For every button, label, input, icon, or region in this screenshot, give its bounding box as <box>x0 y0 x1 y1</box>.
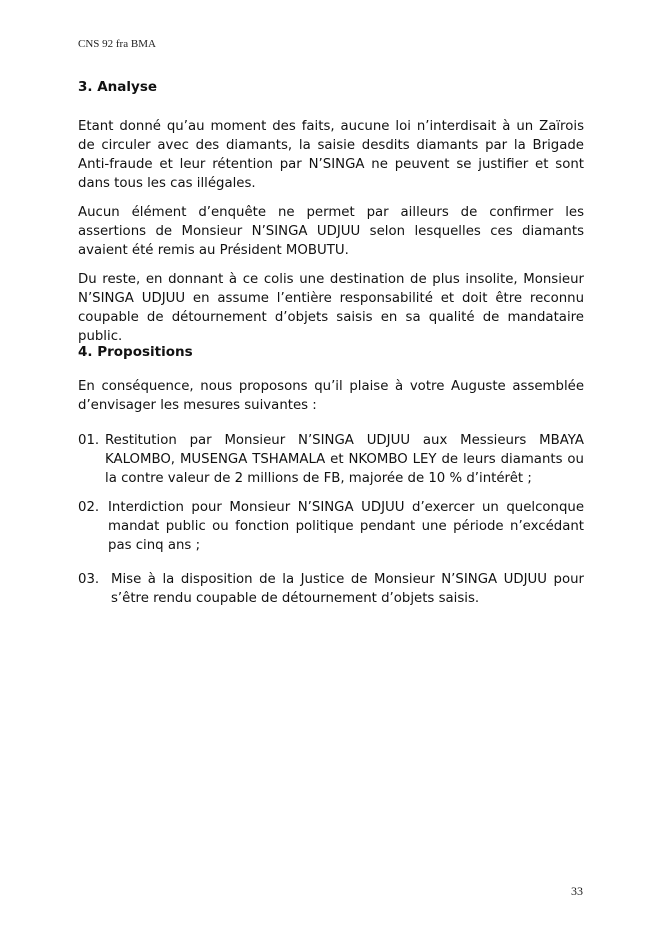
page-number: 33 <box>571 884 583 898</box>
list-item-number: 03. <box>78 572 100 587</box>
list-item-text: Interdiction pour Monsieur N’SINGA UDJUU d’exercer un quelconque mandat public ou fonction politique pendant une période n’excédant pas cinq ans ; <box>108 500 584 553</box>
list-item <box>78 570 584 608</box>
section-heading-propositions: 4. Propositions <box>78 344 193 360</box>
document-header: CNS 92 fra BMA <box>78 38 156 50</box>
paragraph: Du reste, en donnant à ce colis une destination de plus insolite, Monsieur N’SINGA UDJUU en assume l’entière responsabilité et doit être reconnu coupable de détournement d’objets saisis en sa qualité de mandataire public. <box>78 272 584 344</box>
paragraph-intro: En conséquence, nous proposons qu’il plaise à votre Auguste assemblée d’envisager les mesures suivantes : <box>78 379 584 413</box>
list-item <box>78 498 584 555</box>
list-item-text: Restitution par Monsieur N’SINGA UDJUU aux Messieurs MBAYA KALOMBO, MUSENGA TSHAMALA et NKOMBO LEY de leurs diamants ou la contre valeur de 2 millions de FB, majorée de 10 % d’intérêt ; <box>105 433 584 486</box>
section-heading-analyse: 3. Analyse <box>78 79 158 95</box>
list-item <box>78 431 584 488</box>
list-item-text: Mise à la disposition de la Justice de Monsieur N’SINGA UDJUU pour s’être rendu coupable de détournement d’objets saisis. <box>111 572 584 606</box>
list-item-number: 01. <box>78 433 100 448</box>
paragraph: Aucun élément d’enquête ne permet par ailleurs de confirmer les assertions de Monsieur N’SINGA UDJUU selon lesquelles ces diamants avaient été remis au Président MOBUTU. <box>78 205 584 258</box>
list-item-number: 02. <box>78 500 100 515</box>
paragraph: Etant donné qu’au moment des faits, aucune loi n’interdisait à un Zaïrois de circuler avec des diamants, la saisie desdits diamants par la Brigade Anti-fraude et leur rétention par N’SINGA ne peuvent se justifier et sont dans tous les cas illégales. <box>78 119 584 191</box>
